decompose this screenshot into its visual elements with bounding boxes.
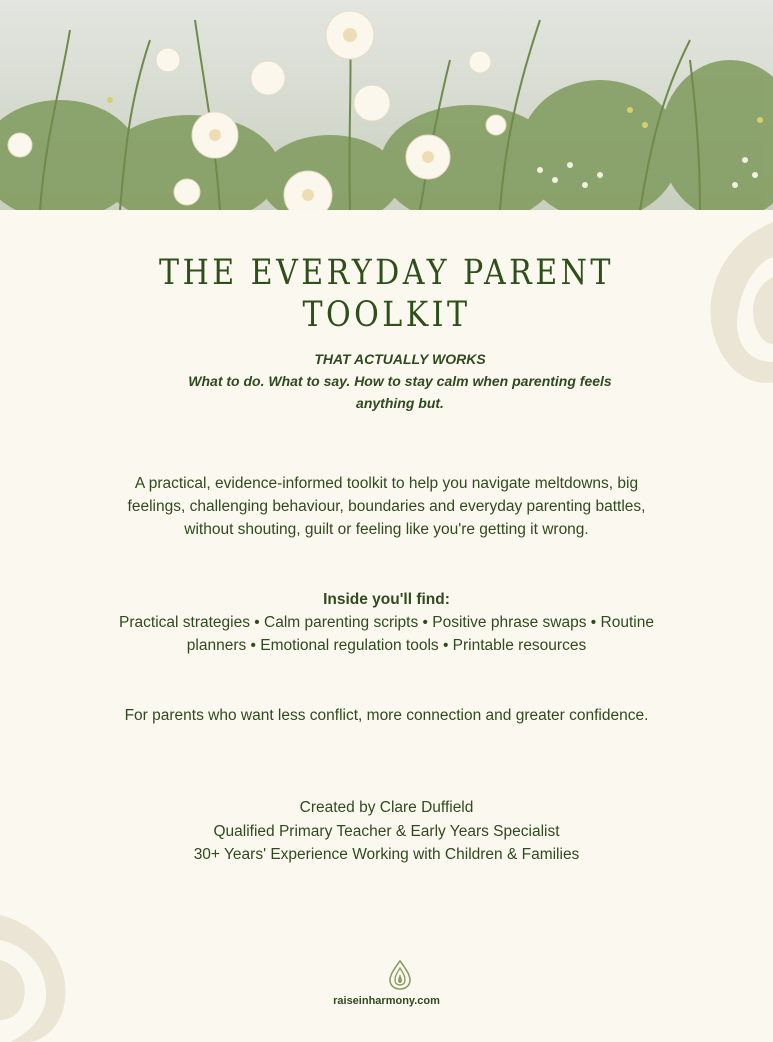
credits-line-1: Created by Clare Duffield	[299, 799, 474, 816]
hero-image	[0, 0, 773, 210]
intro-paragraph	[0, 472, 773, 541]
credits-line-2: Qualified Primary Teacher & Early Years Specialist	[213, 822, 560, 840]
title-line-1: THE EVERYDAY PARENT	[159, 253, 614, 293]
leaf-drop-logo-icon	[388, 960, 412, 990]
subtitle	[150, 348, 650, 414]
inside-heading: Inside you'll find:	[323, 591, 450, 608]
decorative-swirl-bottom-left	[0, 910, 72, 1042]
subtitle-line-1: THAT ACTUALLY WORKS	[314, 351, 486, 367]
features-list	[0, 611, 773, 657]
subtitle-line-2: What to do. What to say. How to stay calm when parenting feels	[188, 373, 612, 389]
subtitle-line-3: anything but.	[356, 395, 444, 411]
author-credits	[0, 796, 773, 867]
features-line-2: planners • Emotional regulation tools • Printable resources	[186, 637, 587, 654]
audience-statement: For parents who want less conflict, more connection and greater confidence.	[124, 707, 649, 724]
page-title	[54, 252, 719, 336]
intro-line-3: without shouting, guilt or feeling like you're getting it wrong.	[184, 521, 589, 538]
title-line-2: TOOLKIT	[302, 295, 471, 335]
credits-line-3: 30+ Years' Experience Working with Children & Families	[193, 846, 580, 863]
features-line-1: Practical strategies • Calm parenting scripts • Positive phrase swaps • Routine	[119, 614, 654, 631]
intro-line-1: A practical, evidence-informed toolkit to help you navigate meltdowns, big	[134, 475, 639, 492]
website-link[interactable]: raiseinharmony.com	[333, 995, 440, 1007]
intro-line-2: feelings, challenging behaviour, boundaries and everyday parenting battles,	[127, 498, 646, 515]
